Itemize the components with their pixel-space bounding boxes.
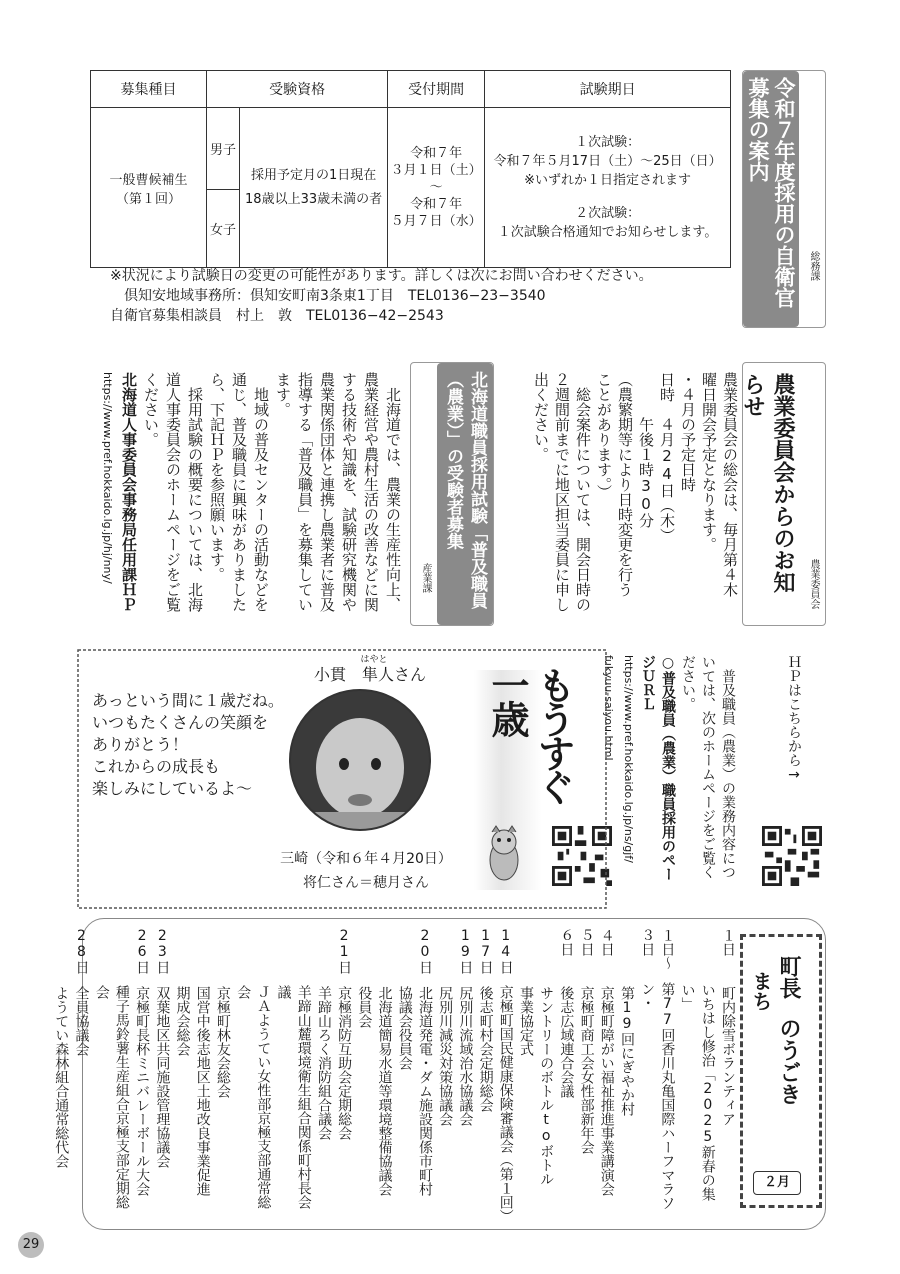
- baby-photo: [288, 688, 432, 832]
- jsdf-title-text: 令和７年度採用の自衛官募集の案内: [746, 77, 796, 308]
- agri-line: 農業委員会の総会は、毎月第４木: [721, 372, 739, 597]
- exam-line: １次試験：: [575, 135, 641, 150]
- movement-day: ６日: [558, 928, 575, 956]
- movement-text: 国営中後志地区土地改良事業促進: [194, 986, 211, 1196]
- message-line: これからの成長も: [92, 757, 221, 776]
- cont-url[interactable]: fukyuu-saiyou.html: [602, 655, 615, 761]
- movement-entry: [314, 928, 334, 1218]
- movement-day: [354, 928, 374, 986]
- exam-line: 令和７年５月17日（土）〜25日（日）: [493, 154, 722, 169]
- jsdf-dept: 総務課: [808, 251, 819, 281]
- exam-line: ※いずれか１日指定されます: [524, 173, 692, 188]
- movement-day: ４日: [598, 928, 615, 956]
- hokkaido-line: ら、下記ＨＰを参照願います。: [208, 372, 226, 582]
- movement-day: [374, 928, 394, 986]
- header-exam-date: 試験期日: [485, 71, 731, 108]
- agri-line: （農繁期等により日時変更を行う: [616, 372, 634, 597]
- female-cell: 女子: [207, 190, 240, 268]
- recruitment-table: [90, 70, 731, 268]
- agri-line: 出ください。: [532, 372, 550, 462]
- movement-text: 京極町障がい福祉推進事業講演会: [598, 986, 615, 1196]
- parents: 将仁さん＝穂月さん: [303, 875, 429, 891]
- agri-body: [530, 372, 740, 630]
- movement-text: 羊蹄山ろく消防組合議会: [315, 986, 332, 1140]
- movement-text: 第77回香川丸亀国際ハーフマラソン・: [639, 981, 676, 1210]
- movement-entry: [92, 928, 132, 1218]
- movement-entry: [415, 928, 435, 1218]
- month-badge: ２月: [753, 1171, 801, 1195]
- exam-cell: [485, 108, 731, 268]
- cont-line: いては、次のホームページをご覧く: [700, 655, 716, 879]
- movement-entry: [637, 928, 677, 1218]
- movement-entry: [152, 928, 172, 1218]
- movement-text: 尻別川減災対策協議会: [437, 986, 454, 1126]
- male-cell: 男子: [207, 108, 240, 190]
- category-line: （第１回）: [115, 191, 181, 207]
- soon-one-badge: もうすぐ一歳: [485, 666, 575, 802]
- agri-line: 午後１時30分: [637, 372, 655, 528]
- hokkaido-line: 農業関係団体と連携し農業者に普及: [318, 372, 336, 612]
- category-cell: [91, 108, 207, 268]
- movement-text: 期成会総会: [174, 986, 191, 1056]
- category-line: 一般曹候補生: [109, 172, 188, 188]
- movement-entry: [395, 928, 415, 1218]
- hokkaido-line: 農業経営や農村生活の改善などに関: [362, 372, 380, 612]
- movement-day: 14日: [497, 928, 514, 974]
- movement-text: 第19回にぎやか村: [618, 986, 635, 1116]
- movement-entry: [455, 928, 475, 1218]
- message-line: あっという間に１歳だね。: [92, 691, 284, 710]
- movement-text: 双葉地区共同施設管理協議会: [154, 986, 171, 1168]
- hokkaido-hp-url[interactable]: https://www.pref.hokkaido.lg.jp/hj/nny/: [101, 372, 114, 584]
- exam-line: １次試験合格通知でお知らせします。: [497, 225, 718, 240]
- movement-day: [213, 928, 233, 986]
- movement-entry: [354, 928, 374, 1218]
- area-date: 三崎（令和６年４月20日）: [280, 851, 452, 867]
- movement-day: [516, 928, 536, 986]
- movement-entry: [556, 928, 576, 1218]
- movement-text: 全員協議会: [73, 986, 90, 1056]
- cont-line: 普及職員（農業）の業務内容につ: [720, 655, 736, 879]
- note-line: 自衛官募集相談員 村上 敦 TEL0136−42−2543: [110, 308, 444, 324]
- hokkaido-line: 通じ、普及職員に興味がありました: [230, 372, 248, 612]
- hokkaido-title: [437, 363, 493, 625]
- agri-title-box: [742, 362, 826, 626]
- movements-title-box: [740, 934, 822, 1208]
- movement-text: 北海道発電・ダム施設関係市町村: [416, 986, 433, 1196]
- cont-line: ○普及職員（農業）職員採用のペー: [660, 655, 676, 881]
- movement-entry: [273, 928, 313, 1218]
- message-line: 楽しみにしているよ〜: [92, 779, 253, 798]
- name-ruby: はやと: [360, 655, 388, 665]
- movement-day: [92, 928, 132, 985]
- movement-entry: [617, 928, 637, 1218]
- cont-line: ださい。: [680, 655, 696, 711]
- movement-entry: [435, 928, 455, 1218]
- movement-text: 後志広域連合会議: [558, 986, 575, 1098]
- movement-text: 尻別川流域治水協議会: [457, 986, 474, 1126]
- movement-text: 役員会: [356, 986, 373, 1028]
- qualification-line: 18歳以上33歳未満の者: [245, 191, 383, 207]
- period-line: 令和７年: [410, 197, 463, 212]
- message-line: ありがとう！: [92, 735, 189, 754]
- movement-day: [435, 928, 455, 986]
- agri-line: ことがあります。）: [595, 372, 613, 500]
- agri-line: ２週間前までに地区担当委員に申し: [553, 372, 571, 612]
- movement-entry: [718, 928, 738, 1218]
- movement-day: 21日: [336, 928, 353, 974]
- movement-text: 京極消防互助会定期総会: [336, 986, 353, 1140]
- movement-text: サントリーのボトルtoボトル: [538, 986, 555, 1186]
- note-line: 倶知安地域事務所：倶知安町南3条東1丁目 TEL0136−23−3540: [124, 288, 546, 304]
- agri-line: 総会案件については、開会日時の: [574, 372, 592, 612]
- movement-entry: [536, 928, 556, 1218]
- agri-line: ・４月の予定日時: [679, 372, 697, 492]
- movement-day: [193, 928, 213, 986]
- hokkaido-line: 地域の普及センターの活動などを: [252, 372, 270, 612]
- movement-entry: [496, 928, 516, 1223]
- movement-text: 京極町国民健康保険審議会（第１回）: [497, 984, 514, 1223]
- movement-day: 28日: [73, 928, 90, 974]
- movement-entry: [677, 928, 717, 1218]
- hp-here-label: ＨＰはこちらから→: [786, 655, 802, 783]
- movement-day: 26日: [134, 928, 151, 974]
- movement-day: １日〜３日: [639, 928, 676, 970]
- cont-line: ジＵＲＬ: [640, 655, 656, 711]
- movement-day: 19日: [457, 928, 474, 974]
- movement-entry: [213, 928, 233, 1218]
- movements-title-b: のうごき: [776, 1017, 801, 1105]
- agri-title: 農業委員会からのお知らせ: [740, 373, 795, 593]
- movement-text: 京極町林友会総会: [214, 986, 231, 1098]
- movement-entry: [71, 928, 91, 1218]
- cont-url[interactable]: https://www.pref.hokkaido.lg.jp/ns/gjf/: [622, 655, 635, 863]
- hokkaido-line: 道人事委員会のホームページをご覧: [164, 372, 182, 612]
- period-line: 〜: [429, 180, 443, 195]
- movements-list: [53, 928, 738, 1223]
- movement-day: ５日: [578, 928, 595, 956]
- movement-day: [314, 928, 334, 986]
- jsdf-notes: [110, 266, 653, 326]
- baby-name: 小貫 隼人さん: [313, 665, 426, 684]
- qualification-line: 採用予定月の1日現在: [250, 167, 377, 183]
- hokkaido-line: する技術や知識を、試験研究機関や: [340, 372, 358, 612]
- qr-code-icon[interactable]: [762, 826, 822, 886]
- hokkaido-cont: [602, 655, 738, 910]
- movement-entry: [51, 928, 71, 1218]
- header-qualification: 受験資格: [207, 71, 388, 108]
- movement-day: [273, 928, 313, 985]
- movement-entry: [193, 928, 213, 1218]
- movement-text: 京極町商工会女性部新年会: [578, 986, 595, 1154]
- baby-message: [92, 690, 284, 800]
- movement-entry: [334, 928, 354, 1218]
- note-line: ※状況により試験日の変更の可能性があります。詳しくは次にお問い合わせください。: [110, 268, 653, 284]
- hokkaido-hp-label: 北海道人事委員会事務局任用課ＨＰ: [120, 372, 138, 612]
- period-line: ５月７日（水）: [390, 214, 482, 229]
- movement-day: [677, 928, 717, 983]
- movement-day: [51, 928, 71, 986]
- movement-text: 種子馬鈴薯生産組合京極支部定期総会: [93, 984, 130, 1209]
- hokkaido-line: 北海道では、農業の生産性向上、: [384, 372, 402, 612]
- movement-day: [233, 928, 273, 985]
- page-number: 29: [18, 1232, 44, 1258]
- movement-text: 事業協定式: [517, 986, 534, 1056]
- movement-day: 20日: [416, 928, 433, 974]
- hokkaido-line: ます。: [274, 372, 292, 417]
- movement-text: 町内除雪ボランティア: [720, 986, 736, 1126]
- header-period: 受付期間: [388, 71, 485, 108]
- movement-day: [617, 928, 637, 986]
- hokkaido-dept: 産業課: [420, 563, 431, 593]
- jsdf-title-box: [742, 70, 826, 328]
- exam-line: ２次試験：: [575, 206, 641, 221]
- movement-text: 京極町長杯ミニバレーボール大会: [134, 986, 151, 1196]
- exam-spacer: [485, 190, 730, 204]
- period-cell: [388, 108, 485, 268]
- period-line: ３月１日（土）: [390, 163, 482, 178]
- movement-day: [536, 928, 556, 986]
- period-line: 令和７年: [410, 146, 463, 161]
- movement-text: 北海道簡易水道等環境整備協議会: [376, 986, 393, 1196]
- qualification-cell: [240, 108, 388, 268]
- dragon-icon: [482, 822, 526, 886]
- movement-day: 23日: [154, 928, 171, 974]
- hokkaido-line: 採用試験の概要については、北海: [186, 372, 204, 612]
- hokkaido-line: ください。: [142, 372, 160, 447]
- movement-entry: [475, 928, 495, 1218]
- movement-day: 17日: [477, 928, 494, 974]
- movements-title-c: まち: [749, 971, 773, 1011]
- header-category: 募集種目: [91, 71, 207, 108]
- jsdf-title: [743, 71, 799, 327]
- hokkaido-title-box: [410, 362, 494, 626]
- movement-entry: [576, 928, 596, 1218]
- movement-text: 後志町村会定期総会: [477, 986, 494, 1112]
- movement-day: [172, 928, 192, 986]
- movement-entry: [132, 928, 152, 1218]
- movement-entry: [172, 928, 192, 1218]
- hokkaido-body: [70, 372, 404, 634]
- movement-day: １日: [720, 928, 736, 956]
- agri-dept: 農業委員会: [808, 559, 819, 609]
- hokkaido-line: 指導する「普及職員」を募集してい: [296, 372, 314, 612]
- movement-text: 羊蹄山麓環境衛生組合関係町村長会議: [275, 984, 312, 1209]
- movement-text: ＪＡようてい女性部京極支部通常総会: [235, 984, 272, 1209]
- movement-text: 協議会役員会: [396, 986, 413, 1070]
- movement-entry: [597, 928, 617, 1218]
- agri-line: 曜日開会予定となります。: [700, 372, 718, 552]
- movements-title-a: 町長: [776, 955, 801, 999]
- movement-entry: [374, 928, 394, 1218]
- movement-entry: [516, 928, 536, 1218]
- agri-line: 日時 ４月24日（木）: [658, 372, 676, 543]
- movement-text: ようてい森林組合通常総代会: [53, 986, 70, 1168]
- message-line: いつもたくさんの笑顔を: [92, 713, 269, 732]
- movement-entry: [233, 928, 273, 1218]
- hokkaido-title-text: 北海道職員採用試験「普及職員（農業）」の受験者募集: [443, 371, 487, 609]
- movement-day: [395, 928, 415, 986]
- movement-text: いちはし修治「2025新春の集い」: [679, 983, 716, 1202]
